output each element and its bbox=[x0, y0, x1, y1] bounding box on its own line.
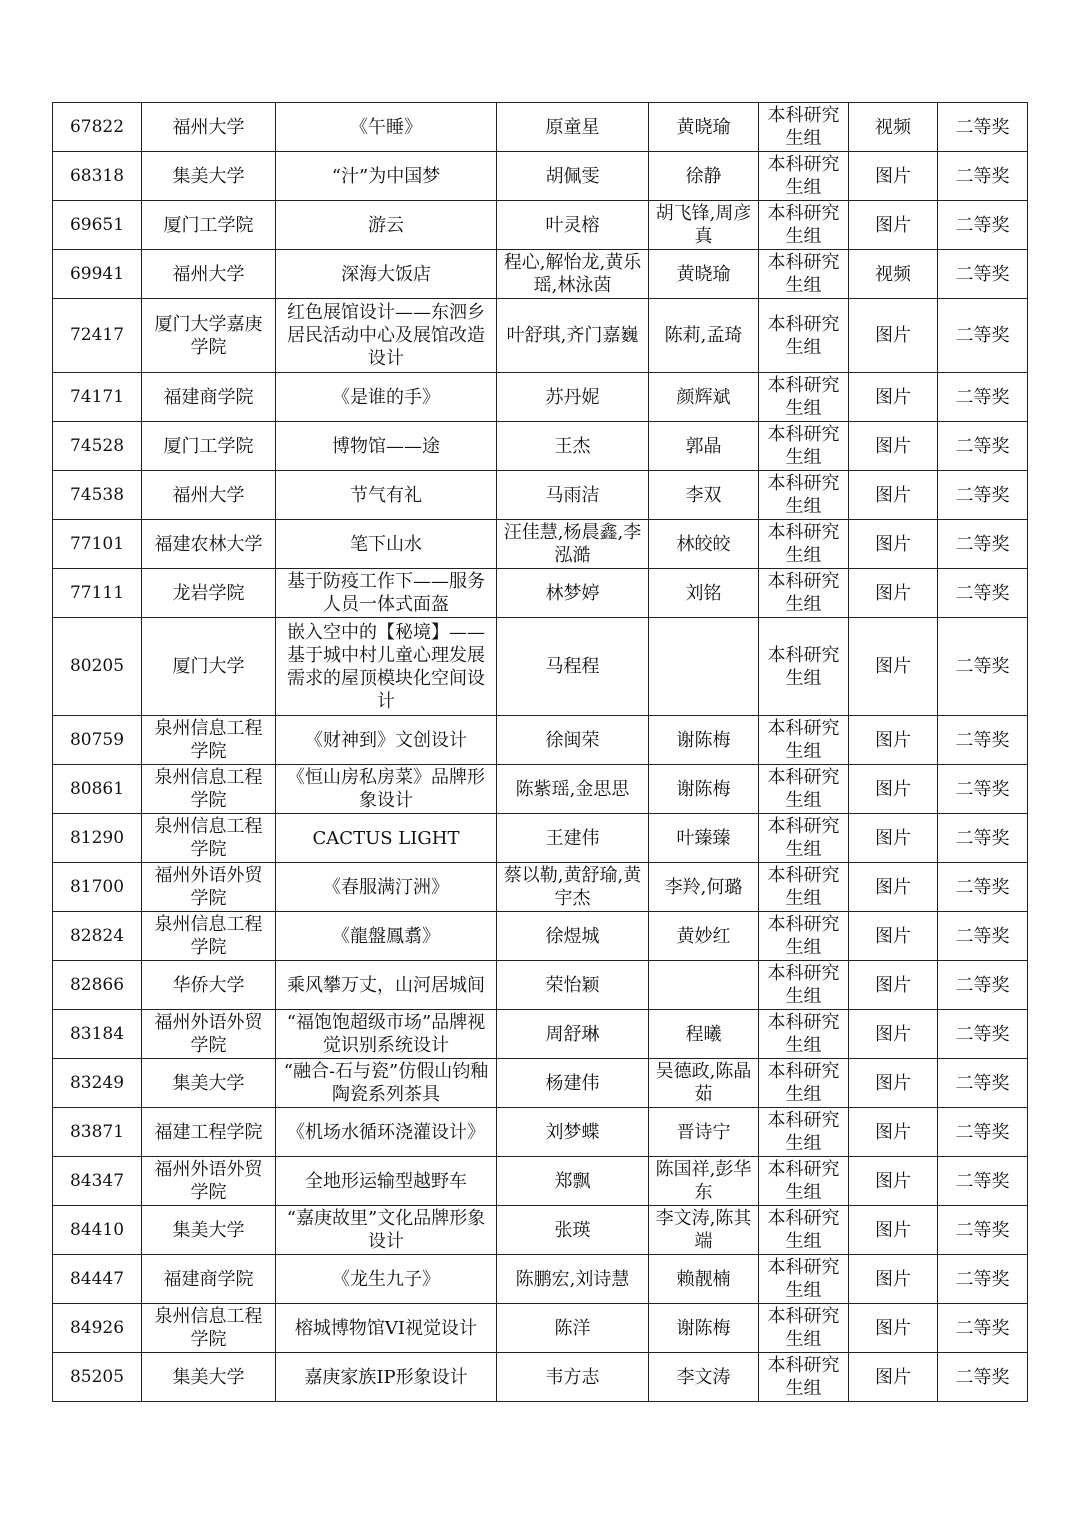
table-row bbox=[53, 1157, 1028, 1206]
authors-cell: 原童星 bbox=[497, 103, 649, 152]
authors-cell: 张瑛 bbox=[497, 1206, 649, 1255]
type-cell: 图片 bbox=[849, 1304, 938, 1353]
advisor-cell: 叶臻臻 bbox=[649, 814, 759, 863]
table-row bbox=[53, 373, 1028, 422]
entry-id-cell: 74528 bbox=[53, 422, 142, 471]
work-title-cell: 基于防疫工作下——服务人员一体式面盔 bbox=[276, 569, 497, 618]
award-cell: 二等奖 bbox=[938, 201, 1028, 250]
award-cell: 二等奖 bbox=[938, 373, 1028, 422]
authors-cell: 周舒琳 bbox=[497, 1010, 649, 1059]
school-cell: 福州大学 bbox=[142, 250, 276, 299]
work-title-cell: 《恒山房私房菜》品牌形象设计 bbox=[276, 765, 497, 814]
entry-id-cell: 69651 bbox=[53, 201, 142, 250]
authors-cell: 王杰 bbox=[497, 422, 649, 471]
table-row bbox=[53, 716, 1028, 765]
award-cell: 二等奖 bbox=[938, 250, 1028, 299]
group-cell: 本科研究生组 bbox=[759, 961, 849, 1010]
authors-cell: 刘梦蝶 bbox=[497, 1108, 649, 1157]
type-cell: 图片 bbox=[849, 1206, 938, 1255]
type-cell: 图片 bbox=[849, 422, 938, 471]
group-cell: 本科研究生组 bbox=[759, 299, 849, 373]
advisor-cell bbox=[649, 618, 759, 716]
table-row bbox=[53, 961, 1028, 1010]
authors-cell: 林梦婷 bbox=[497, 569, 649, 618]
authors-cell: 马雨洁 bbox=[497, 471, 649, 520]
group-cell: 本科研究生组 bbox=[759, 250, 849, 299]
advisor-cell: 徐静 bbox=[649, 152, 759, 201]
table-row bbox=[53, 1108, 1028, 1157]
advisor-cell: 黄晓瑜 bbox=[649, 103, 759, 152]
award-cell: 二等奖 bbox=[938, 912, 1028, 961]
advisor-cell: 谢陈梅 bbox=[649, 1304, 759, 1353]
advisor-cell: 黄晓瑜 bbox=[649, 250, 759, 299]
authors-cell: 陈洋 bbox=[497, 1304, 649, 1353]
school-cell: 龙岩学院 bbox=[142, 569, 276, 618]
work-title-cell: 嵌入空中的【秘境】——基于城中村儿童心理发展需求的屋顶模块化空间设计 bbox=[276, 618, 497, 716]
entry-id-cell: 80861 bbox=[53, 765, 142, 814]
table-row bbox=[53, 201, 1028, 250]
table-row bbox=[53, 912, 1028, 961]
type-cell: 视频 bbox=[849, 250, 938, 299]
school-cell: 集美大学 bbox=[142, 152, 276, 201]
award-cell: 二等奖 bbox=[938, 1157, 1028, 1206]
work-title-cell: 深海大饭店 bbox=[276, 250, 497, 299]
school-cell: 福建商学院 bbox=[142, 1255, 276, 1304]
type-cell: 图片 bbox=[849, 152, 938, 201]
entry-id-cell: 83249 bbox=[53, 1059, 142, 1108]
authors-cell: 陈紫瑶,金思思 bbox=[497, 765, 649, 814]
type-cell: 图片 bbox=[849, 569, 938, 618]
school-cell: 福建工程学院 bbox=[142, 1108, 276, 1157]
school-cell: 福州外语外贸学院 bbox=[142, 1010, 276, 1059]
award-cell: 二等奖 bbox=[938, 569, 1028, 618]
authors-cell: 杨建伟 bbox=[497, 1059, 649, 1108]
work-title-cell: 《财神到》文创设计 bbox=[276, 716, 497, 765]
table-row bbox=[53, 1059, 1028, 1108]
school-cell: 集美大学 bbox=[142, 1353, 276, 1402]
school-cell: 福建农林大学 bbox=[142, 520, 276, 569]
school-cell: 福州大学 bbox=[142, 103, 276, 152]
type-cell: 图片 bbox=[849, 1353, 938, 1402]
work-title-cell: “融合-石与瓷”仿假山钧釉陶瓷系列茶具 bbox=[276, 1059, 497, 1108]
type-cell: 图片 bbox=[849, 471, 938, 520]
table-row bbox=[53, 569, 1028, 618]
group-cell: 本科研究生组 bbox=[759, 201, 849, 250]
work-title-cell: 《是谁的手》 bbox=[276, 373, 497, 422]
work-title-cell: 《机场水循环浇灌设计》 bbox=[276, 1108, 497, 1157]
authors-cell: 叶灵榕 bbox=[497, 201, 649, 250]
authors-cell: 韦方志 bbox=[497, 1353, 649, 1402]
award-cell: 二等奖 bbox=[938, 1353, 1028, 1402]
table-row bbox=[53, 1010, 1028, 1059]
award-cell: 二等奖 bbox=[938, 716, 1028, 765]
work-title-cell: 节气有礼 bbox=[276, 471, 497, 520]
work-title-cell: 《龍盤鳳翥》 bbox=[276, 912, 497, 961]
school-cell: 泉州信息工程学院 bbox=[142, 912, 276, 961]
table-body bbox=[53, 103, 1028, 1402]
group-cell: 本科研究生组 bbox=[759, 1255, 849, 1304]
entry-id-cell: 84410 bbox=[53, 1206, 142, 1255]
type-cell: 图片 bbox=[849, 1157, 938, 1206]
advisor-cell: 颜辉斌 bbox=[649, 373, 759, 422]
work-title-cell: CACTUS LIGHT bbox=[276, 814, 497, 863]
table-row bbox=[53, 618, 1028, 716]
authors-cell: 汪佳慧,杨晨鑫,李泓澔 bbox=[497, 520, 649, 569]
school-cell: 泉州信息工程学院 bbox=[142, 716, 276, 765]
advisor-cell: 谢陈梅 bbox=[649, 716, 759, 765]
entry-id-cell: 77111 bbox=[53, 569, 142, 618]
school-cell: 厦门工学院 bbox=[142, 201, 276, 250]
school-cell: 泉州信息工程学院 bbox=[142, 1304, 276, 1353]
entry-id-cell: 81700 bbox=[53, 863, 142, 912]
group-cell: 本科研究生组 bbox=[759, 520, 849, 569]
table-row bbox=[53, 520, 1028, 569]
type-cell: 图片 bbox=[849, 1059, 938, 1108]
entry-id-cell: 85205 bbox=[53, 1353, 142, 1402]
authors-cell: 胡佩雯 bbox=[497, 152, 649, 201]
entry-id-cell: 80759 bbox=[53, 716, 142, 765]
school-cell: 福建商学院 bbox=[142, 373, 276, 422]
group-cell: 本科研究生组 bbox=[759, 814, 849, 863]
group-cell: 本科研究生组 bbox=[759, 765, 849, 814]
group-cell: 本科研究生组 bbox=[759, 716, 849, 765]
authors-cell: 马程程 bbox=[497, 618, 649, 716]
table-row bbox=[53, 1304, 1028, 1353]
school-cell: 集美大学 bbox=[142, 1059, 276, 1108]
table-row bbox=[53, 471, 1028, 520]
work-title-cell: “嘉庚故里”文化品牌形象设计 bbox=[276, 1206, 497, 1255]
work-title-cell: 嘉庚家族IP形象设计 bbox=[276, 1353, 497, 1402]
entry-id-cell: 83871 bbox=[53, 1108, 142, 1157]
award-cell: 二等奖 bbox=[938, 299, 1028, 373]
entry-id-cell: 83184 bbox=[53, 1010, 142, 1059]
work-title-cell: “福饱饱超级市场”品牌视觉识别系统设计 bbox=[276, 1010, 497, 1059]
type-cell: 图片 bbox=[849, 814, 938, 863]
group-cell: 本科研究生组 bbox=[759, 1304, 849, 1353]
award-cell: 二等奖 bbox=[938, 103, 1028, 152]
advisor-cell: 晋诗宁 bbox=[649, 1108, 759, 1157]
entry-id-cell: 69941 bbox=[53, 250, 142, 299]
authors-cell: 叶舒琪,齐门嘉巍 bbox=[497, 299, 649, 373]
entry-id-cell: 67822 bbox=[53, 103, 142, 152]
entry-id-cell: 72417 bbox=[53, 299, 142, 373]
table-row bbox=[53, 152, 1028, 201]
type-cell: 图片 bbox=[849, 373, 938, 422]
work-title-cell: 榕城博物馆VI视觉设计 bbox=[276, 1304, 497, 1353]
table-row bbox=[53, 1206, 1028, 1255]
school-cell: 泉州信息工程学院 bbox=[142, 765, 276, 814]
award-cell: 二等奖 bbox=[938, 618, 1028, 716]
type-cell: 图片 bbox=[849, 1010, 938, 1059]
authors-cell: 王建伟 bbox=[497, 814, 649, 863]
work-title-cell: 全地形运输型越野车 bbox=[276, 1157, 497, 1206]
award-cell: 二等奖 bbox=[938, 1304, 1028, 1353]
award-cell: 二等奖 bbox=[938, 422, 1028, 471]
table-row bbox=[53, 422, 1028, 471]
school-cell: 集美大学 bbox=[142, 1206, 276, 1255]
advisor-cell: 谢陈梅 bbox=[649, 765, 759, 814]
entry-id-cell: 84347 bbox=[53, 1157, 142, 1206]
advisor-cell: 刘铭 bbox=[649, 569, 759, 618]
type-cell: 图片 bbox=[849, 765, 938, 814]
award-cell: 二等奖 bbox=[938, 1206, 1028, 1255]
work-title-cell: 博物馆——途 bbox=[276, 422, 497, 471]
group-cell: 本科研究生组 bbox=[759, 1010, 849, 1059]
type-cell: 图片 bbox=[849, 618, 938, 716]
school-cell: 福州大学 bbox=[142, 471, 276, 520]
advisor-cell bbox=[649, 961, 759, 1010]
type-cell: 图片 bbox=[849, 961, 938, 1010]
entry-id-cell: 84447 bbox=[53, 1255, 142, 1304]
group-cell: 本科研究生组 bbox=[759, 1353, 849, 1402]
type-cell: 图片 bbox=[849, 1255, 938, 1304]
group-cell: 本科研究生组 bbox=[759, 471, 849, 520]
table-row bbox=[53, 299, 1028, 373]
award-cell: 二等奖 bbox=[938, 765, 1028, 814]
table-row bbox=[53, 1353, 1028, 1402]
authors-cell: 荣怡颖 bbox=[497, 961, 649, 1010]
entry-id-cell: 82824 bbox=[53, 912, 142, 961]
type-cell: 图片 bbox=[849, 201, 938, 250]
work-title-cell: 红色展馆设计——东泗乡居民活动中心及展馆改造设计 bbox=[276, 299, 497, 373]
type-cell: 图片 bbox=[849, 716, 938, 765]
advisor-cell: 胡飞锋,周彦真 bbox=[649, 201, 759, 250]
authors-cell: 徐闽荣 bbox=[497, 716, 649, 765]
award-cell: 二等奖 bbox=[938, 1255, 1028, 1304]
type-cell: 图片 bbox=[849, 1108, 938, 1157]
school-cell: 厦门大学嘉庚学院 bbox=[142, 299, 276, 373]
group-cell: 本科研究生组 bbox=[759, 373, 849, 422]
group-cell: 本科研究生组 bbox=[759, 1059, 849, 1108]
entry-id-cell: 68318 bbox=[53, 152, 142, 201]
entry-id-cell: 82866 bbox=[53, 961, 142, 1010]
advisor-cell: 林皎皎 bbox=[649, 520, 759, 569]
table-row bbox=[53, 863, 1028, 912]
table-row bbox=[53, 765, 1028, 814]
authors-cell: 徐煜城 bbox=[497, 912, 649, 961]
group-cell: 本科研究生组 bbox=[759, 618, 849, 716]
type-cell: 视频 bbox=[849, 103, 938, 152]
work-title-cell: 《午睡》 bbox=[276, 103, 497, 152]
advisor-cell: 黄妙红 bbox=[649, 912, 759, 961]
advisor-cell: 陈国祥,彭华东 bbox=[649, 1157, 759, 1206]
award-cell: 二等奖 bbox=[938, 814, 1028, 863]
group-cell: 本科研究生组 bbox=[759, 422, 849, 471]
work-title-cell: 《龙生九子》 bbox=[276, 1255, 497, 1304]
authors-cell: 蔡以勒,黄舒瑜,黄宇杰 bbox=[497, 863, 649, 912]
award-cell: 二等奖 bbox=[938, 961, 1028, 1010]
table-row bbox=[53, 103, 1028, 152]
type-cell: 图片 bbox=[849, 912, 938, 961]
entry-id-cell: 74538 bbox=[53, 471, 142, 520]
award-cell: 二等奖 bbox=[938, 471, 1028, 520]
award-cell: 二等奖 bbox=[938, 863, 1028, 912]
work-title-cell: 《春服满汀洲》 bbox=[276, 863, 497, 912]
table-row bbox=[53, 1255, 1028, 1304]
award-cell: 二等奖 bbox=[938, 1108, 1028, 1157]
group-cell: 本科研究生组 bbox=[759, 152, 849, 201]
authors-cell: 苏丹妮 bbox=[497, 373, 649, 422]
group-cell: 本科研究生组 bbox=[759, 912, 849, 961]
entry-id-cell: 84926 bbox=[53, 1304, 142, 1353]
authors-cell: 程心,解怡龙,黄乐瑶,林泳茵 bbox=[497, 250, 649, 299]
advisor-cell: 李文涛,陈其端 bbox=[649, 1206, 759, 1255]
work-title-cell: 游云 bbox=[276, 201, 497, 250]
school-cell: 厦门大学 bbox=[142, 618, 276, 716]
advisor-cell: 李羚,何璐 bbox=[649, 863, 759, 912]
table-row bbox=[53, 814, 1028, 863]
entry-id-cell: 74171 bbox=[53, 373, 142, 422]
award-cell: 二等奖 bbox=[938, 1010, 1028, 1059]
group-cell: 本科研究生组 bbox=[759, 569, 849, 618]
entry-id-cell: 77101 bbox=[53, 520, 142, 569]
awards-table bbox=[52, 102, 1028, 1402]
work-title-cell: “汁”为中国梦 bbox=[276, 152, 497, 201]
authors-cell: 郑飘 bbox=[497, 1157, 649, 1206]
type-cell: 图片 bbox=[849, 299, 938, 373]
group-cell: 本科研究生组 bbox=[759, 103, 849, 152]
advisor-cell: 陈莉,孟琦 bbox=[649, 299, 759, 373]
award-cell: 二等奖 bbox=[938, 520, 1028, 569]
advisor-cell: 程曦 bbox=[649, 1010, 759, 1059]
advisor-cell: 李文涛 bbox=[649, 1353, 759, 1402]
group-cell: 本科研究生组 bbox=[759, 1206, 849, 1255]
table-row bbox=[53, 250, 1028, 299]
work-title-cell: 乘风攀万丈，山河居城间 bbox=[276, 961, 497, 1010]
advisor-cell: 郭晶 bbox=[649, 422, 759, 471]
school-cell: 福州外语外贸学院 bbox=[142, 863, 276, 912]
school-cell: 厦门工学院 bbox=[142, 422, 276, 471]
authors-cell: 陈鹏宏,刘诗慧 bbox=[497, 1255, 649, 1304]
type-cell: 图片 bbox=[849, 520, 938, 569]
work-title-cell: 笔下山水 bbox=[276, 520, 497, 569]
award-cell: 二等奖 bbox=[938, 1059, 1028, 1108]
entry-id-cell: 80205 bbox=[53, 618, 142, 716]
award-cell: 二等奖 bbox=[938, 152, 1028, 201]
school-cell: 华侨大学 bbox=[142, 961, 276, 1010]
school-cell: 福州外语外贸学院 bbox=[142, 1157, 276, 1206]
advisor-cell: 李双 bbox=[649, 471, 759, 520]
entry-id-cell: 81290 bbox=[53, 814, 142, 863]
group-cell: 本科研究生组 bbox=[759, 1157, 849, 1206]
advisor-cell: 吴德政,陈晶茹 bbox=[649, 1059, 759, 1108]
school-cell: 泉州信息工程学院 bbox=[142, 814, 276, 863]
group-cell: 本科研究生组 bbox=[759, 863, 849, 912]
group-cell: 本科研究生组 bbox=[759, 1108, 849, 1157]
type-cell: 图片 bbox=[849, 863, 938, 912]
advisor-cell: 赖靓楠 bbox=[649, 1255, 759, 1304]
